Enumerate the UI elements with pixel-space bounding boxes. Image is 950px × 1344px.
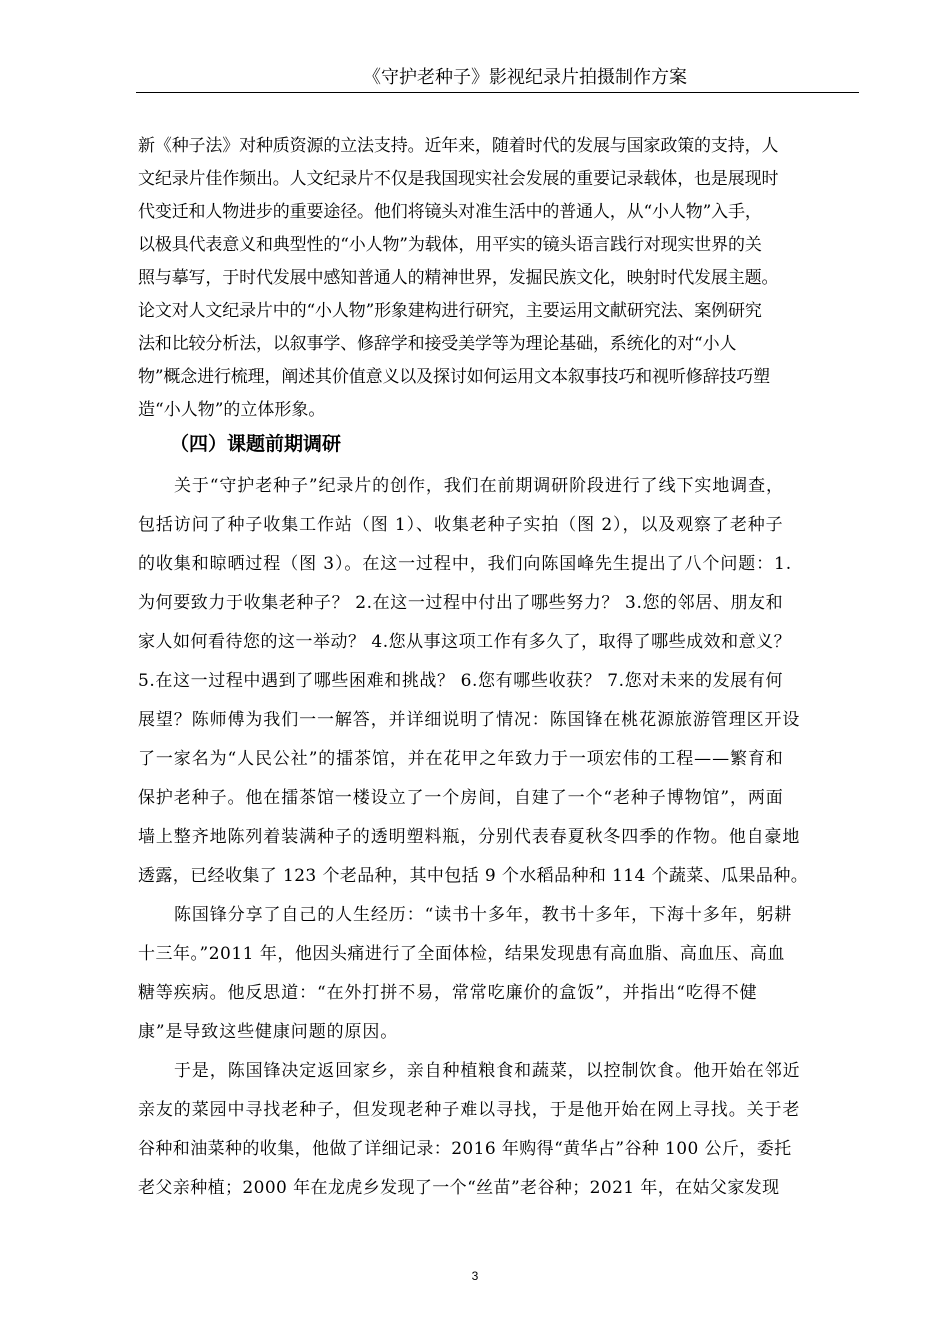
text-line: 法和比较分析法，以叙事学、修辞学和接受美学等为理论基础，系统化的对“小人 xyxy=(138,334,737,354)
text-line: 关于“守护老种子”纪录片的创作，我们在前期调研阶段进行了线下实地调查， xyxy=(174,476,784,496)
text-line: 新《种子法》对种质资源的立法支持。近年来，随着时代的发展与国家政策的支持，人 xyxy=(138,136,779,156)
text-line: 论文对人文纪录片中的“小人物”形象建构进行研究，主要运用文献研究法、案例研究 xyxy=(138,301,762,321)
document-title: 《守护老种子》影视纪录片拍摄制作方案 xyxy=(363,67,687,88)
text-line: 透露，已经收集了 123 个老品种，其中包括 9 个水稻品种和 114 个蔬菜、瓜果品种。 xyxy=(138,866,809,886)
text-line: 照与摹写，于时代发展中感知普通人的精神世界，发掘民族文化，映射时代发展主题。 xyxy=(138,268,779,288)
page-number: 3 xyxy=(471,1269,479,1283)
text-line: 陈国锋分享了自己的人生经历：“读书十多年，教书十多年，下海十多年，躬耕 xyxy=(174,905,793,925)
text-line: 于是，陈国锋决定返回家乡，亲自种植粮食和蔬菜，以控制饮食。他开始在邻近 xyxy=(174,1061,801,1081)
text-line: 墙上整齐地陈列着装满种子的透明塑料瓶，分别代表春夏秋冬四季的作物。他自豪地 xyxy=(138,827,801,847)
text-line: 糖等疾病。他反思道：“在外打拼不易，常常吃廉价的盒饭”，并指出“吃得不健 xyxy=(138,983,758,1003)
text-line: 康”是导致这些健康问题的原因。 xyxy=(138,1022,399,1042)
text-line: 亲友的菜园中寻找老种子，但发现老种子难以寻找，于是他开始在网上寻找。关于老 xyxy=(138,1100,801,1120)
text-line: 为何要致力于收集老种子？ 2.在这一过程中付出了哪些努力？ 3.您的邻居、朋友和 xyxy=(138,593,784,613)
text-line: 谷种和油菜种的收集，他做了详细记录：2016 年购得“黄华占”谷种 100 公斤，委托 xyxy=(138,1139,792,1159)
text-line: 包括访问了种子收集工作站（图 1）、收集老种子实拍（图 2），以及观察了老种子 xyxy=(138,515,784,535)
text-line: 5.在这一过程中遇到了哪些困难和挑战？ 6.您有哪些收获？ 7.您对未来的发展有何 xyxy=(138,671,784,691)
text-line: 展望？陈师傅为我们一一解答，并详细说明了情况：陈国锋在桃花源旅游管理区开设 xyxy=(138,710,801,730)
section-heading: （四）课题前期调研 xyxy=(170,433,342,455)
text-line: 以极具代表意义和典型性的“小人物”为载体，用平实的镜头语言践行对现实世界的关 xyxy=(138,235,762,255)
text-line: 老父亲种植；2000 年在龙虎乡发现了一个“丝苗”老谷种；2021 年，在姑父家发现 xyxy=(138,1178,780,1198)
text-line: 十三年。”2011 年，他因头痛进行了全面体检，结果发现患有高血脂、高血压、高血 xyxy=(138,944,785,964)
text-line: 的收集和晾晒过程（图 3）。在这一过程中，我们向陈国峰先生提出了八个问题：1. xyxy=(138,554,793,574)
text-line: 了一家名为“人民公社”的擂茶馆，并在花甲之年致力于一项宏伟的工程——繁育和 xyxy=(138,749,784,769)
text-line: 代变迁和人物进步的重要途径。他们将镜头对准生活中的普通人，从“小人物”入手， xyxy=(138,202,762,222)
text-line: 保护老种子。他在擂茶馆一楼设立了一个房间，自建了一个“老种子博物馆”，两面 xyxy=(138,788,784,808)
text-line: 物”概念进行梳理，阐述其价值意义以及探讨如何运用文本叙事技巧和视听修辞技巧塑 xyxy=(138,367,770,387)
text-line: 造“小人物”的立体形象。 xyxy=(138,400,326,420)
header-divider xyxy=(136,92,859,93)
page-header xyxy=(136,66,859,92)
text-line: 家人如何看待您的这一举动？ 4.您从事这项工作有多久了，取得了哪些成效和意义？ xyxy=(138,632,792,652)
text-line: 文纪录片佳作频出。人文纪录片不仅是我国现实社会发展的重要记录载体，也是展现时 xyxy=(138,169,779,189)
